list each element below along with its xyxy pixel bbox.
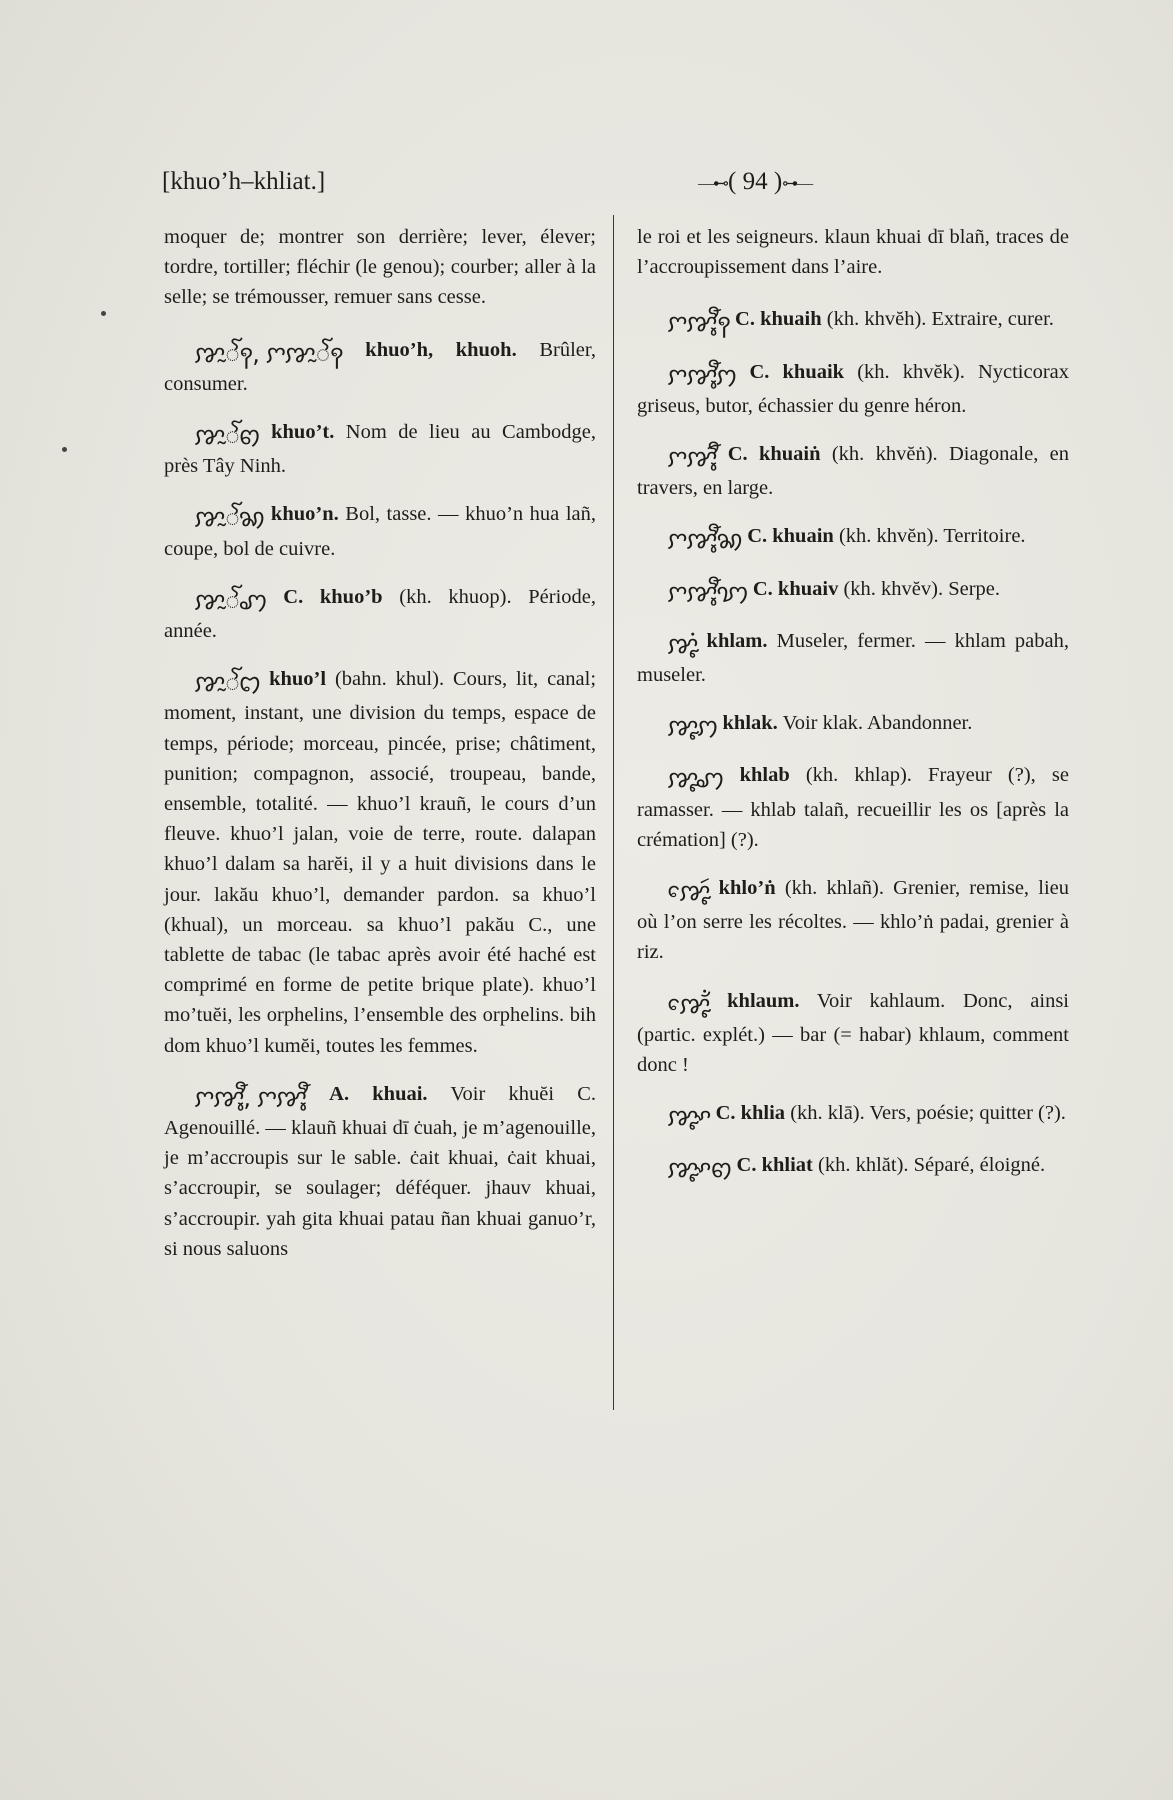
entry-headword: khuo’l — [269, 668, 327, 691]
entry-definition: Voir khuĕi C. Agenouillé. — klauñ khuai dī ċuah, je m’agenouille, je m’accroupis sur le sable. ċait khuai, ċait khuai, s’accroupir, se soulager; déféquer. jhauv khuai, s’accroupir. yah gita khuai patau ñan khuai ganuo’r, si nous saluons — [164, 1082, 597, 1260]
cham-script-headword: ꨆꨇꨶꨬ, ꨆꨇꨶꨬ — [194, 1083, 306, 1112]
entry-headword: khlo’ṅ — [718, 877, 776, 900]
right-column — [637, 222, 1069, 1203]
entry-definition: (kh. khlăt). Séparé, éloigné. — [818, 1154, 1046, 1177]
cham-script-headword: ꨇꨵꨯꩃ — [667, 878, 710, 907]
entry-definition: (kh. khvĕk). Nycticorax griseus, butor, échassier du genre héron. — [637, 360, 1070, 417]
cham-script-headword: ꨇꨭꨱꩆ — [194, 504, 265, 533]
entry-headword: C. khuo’b — [283, 585, 383, 608]
entry-headword: C. khuaiṅ — [727, 443, 821, 466]
cham-script-headword: ꨇꨭꨱꩊ — [194, 669, 261, 698]
dictionary-entry — [637, 626, 1069, 690]
entry-definition: (kh. khvĕn). Territoire. — [838, 525, 1026, 548]
cham-script-headword: ꨆꨇꨶꨬꩆ — [667, 526, 743, 555]
dictionary-entry — [164, 335, 596, 399]
cham-script-headword: ꨇꨭꨱꩅ — [194, 422, 260, 451]
entry-headword: khuo’n. — [270, 503, 339, 526]
page-header — [162, 168, 1076, 208]
entry-definition: le roi et les seigneurs. klaun khuai dī blañ, traces de l’accroupissement dans l’aire. — [637, 226, 1069, 279]
left-column — [164, 222, 596, 1282]
page-number — [698, 168, 812, 196]
page-number-label: ( 94 ) — [728, 168, 783, 195]
entry-definition: Brûler, consumer. — [164, 338, 597, 395]
paper-speck — [101, 311, 106, 316]
dictionary-entry — [164, 664, 596, 1061]
dictionary-entry — [637, 521, 1069, 555]
entry-definition: (kh. khvĕh). Extraire, curer. — [826, 308, 1054, 331]
entry-headword: khuo’h, khuoh. — [365, 338, 517, 361]
entry-definition: (kh. khvĕṅ). Diagonale, en travers, en large. — [637, 443, 1070, 500]
cham-script-headword: ꨆꨇꨶꨬꩍ — [667, 309, 730, 338]
dictionary-entry — [164, 499, 596, 563]
dictionary-entry — [637, 1150, 1069, 1184]
cham-script-headword: ꨇꨭꨱꩇ — [194, 586, 267, 615]
cham-script-headword: ꨇꨵꨯꨮꩌ — [667, 990, 710, 1019]
entry-headword: C. khuaiv — [752, 577, 839, 600]
entry-headword: C. khlia — [715, 1102, 786, 1125]
dictionary-entry — [637, 986, 1069, 1081]
entry-definition: (bahn. khul). Cours, lit, canal; moment, instant, une division du temps, espace de temps, période; morceau, pincée, prise; châtiment, punition; compagnon, associé, troupeau, bande, ensemble, totalité. — khuo’l krauñ, le cours d’un fleuve. khuo’l jalan, voie de terre, route. dalapan khuo’l dalam sa harĕi, il y a huit divisions dans le jour. lakău khuo’l, demander pardon. sa khuo’l (khual), un morceau. sa khuo’l pakău C., une tablette de tabac (le tabac après avoir été haché est comprimé en forme de petite brique plate). khuo’l mo’tuĕi, les orphelins, l’ensemble des orphelins. bih dom khuo’l kumĕi, toutes les femmes. — [164, 668, 597, 1057]
cham-script-headword: ꨇꨵꩌ — [667, 630, 698, 659]
entry-definition: (kh. klā). Vers, poésie; quitter (?). — [790, 1102, 1066, 1125]
entry-definition: (kh. khlañ). Grenier, remise, lieu où l’on serre les récoltes. — khlo’ṅ padai, grenier à riz. — [637, 877, 1069, 964]
entry-definition: Voir klak. Abandonner. — [782, 712, 973, 735]
dictionary-entry — [164, 582, 596, 646]
entry-definition: Voir kahlaum. Donc, ainsi (partic. explét.) — bar (= habar) khlaum, comment donc ! — [637, 989, 1069, 1077]
dictionary-entry — [164, 1079, 596, 1264]
entry-headword: khlab — [739, 764, 790, 787]
entry-headword: C. khuaik — [749, 360, 845, 383]
entry-definition: moquer de; montrer son derrière; lever, élever; tordre, tortiller; fléchir (le genou); courber; aller à la selle; se trémousser, remuer sans cesse. — [164, 226, 596, 309]
entry-headword: khlam. — [706, 629, 768, 652]
entry-headword: C. khuaih — [735, 308, 822, 331]
column-divider — [613, 215, 614, 1410]
cham-script-headword: ꨇꨭꨱꩍ, ꨆꨇꨭꨱꩍ — [194, 339, 343, 368]
entry-definition: (kh. khvĕv). Serpe. — [843, 577, 1001, 600]
entry-definition: Bol, tasse. — khuo’n hua lañ, coupe, bol de cuivre. — [164, 503, 596, 560]
cham-script-headword: ꨆꨇꨶꨬꩀ — [667, 361, 737, 390]
dictionary-entry — [164, 417, 596, 481]
dictionary-entry — [164, 222, 596, 313]
page-range-heading: [khuo’h–khliat.] — [162, 168, 326, 195]
cham-script-headword: ꨆꨇꨶꨬꩃ — [667, 444, 717, 473]
dictionary-entry — [637, 357, 1069, 421]
dictionary-entry — [637, 439, 1069, 503]
dictionary-entry — [637, 708, 1069, 742]
dictionary-entry — [637, 873, 1069, 968]
cham-script-headword: ꨇꨵꩇ — [667, 765, 724, 794]
entry-definition: Nom de lieu au Cambodge, près Tây Ninh. — [164, 421, 596, 478]
entry-definition: (kh. khlap). Frayeur (?), se ramasser. — khlab talañ, recueillir les os [après la crémation] (?). — [637, 764, 1070, 851]
entry-definition: (kh. khuop). Période, année. — [164, 585, 597, 643]
dictionary-entry — [637, 1098, 1069, 1132]
entry-headword: khlak. — [722, 712, 778, 735]
ornament-right: ⊶— — [782, 175, 813, 193]
dictionary-entry — [637, 222, 1069, 282]
cham-script-headword: ꨇꨵꨳꩅ — [667, 1155, 732, 1184]
cham-script-headword: ꨇꨵꨳ — [667, 1103, 711, 1132]
entry-headword: C. khuain — [747, 525, 834, 548]
dictionary-entry — [637, 304, 1069, 338]
entry-definition: Museler, fermer. — khlam pabah, museler. — [637, 629, 1070, 687]
cham-script-headword: ꨇꨵꩀ — [667, 713, 718, 742]
entry-headword: C. khliat — [736, 1154, 813, 1177]
dictionary-entry — [637, 760, 1069, 855]
paper-speck — [62, 447, 67, 452]
entry-headword: khlaum. — [727, 989, 800, 1012]
entry-headword: khuo’t. — [271, 421, 335, 444]
cham-script-headword: ꨆꨇꨶꨬꩈ — [667, 578, 748, 607]
dictionary-entry — [637, 574, 1069, 608]
entry-headword: A. khuai. — [329, 1082, 428, 1105]
ornament-left: —⊷ — [698, 175, 728, 193]
